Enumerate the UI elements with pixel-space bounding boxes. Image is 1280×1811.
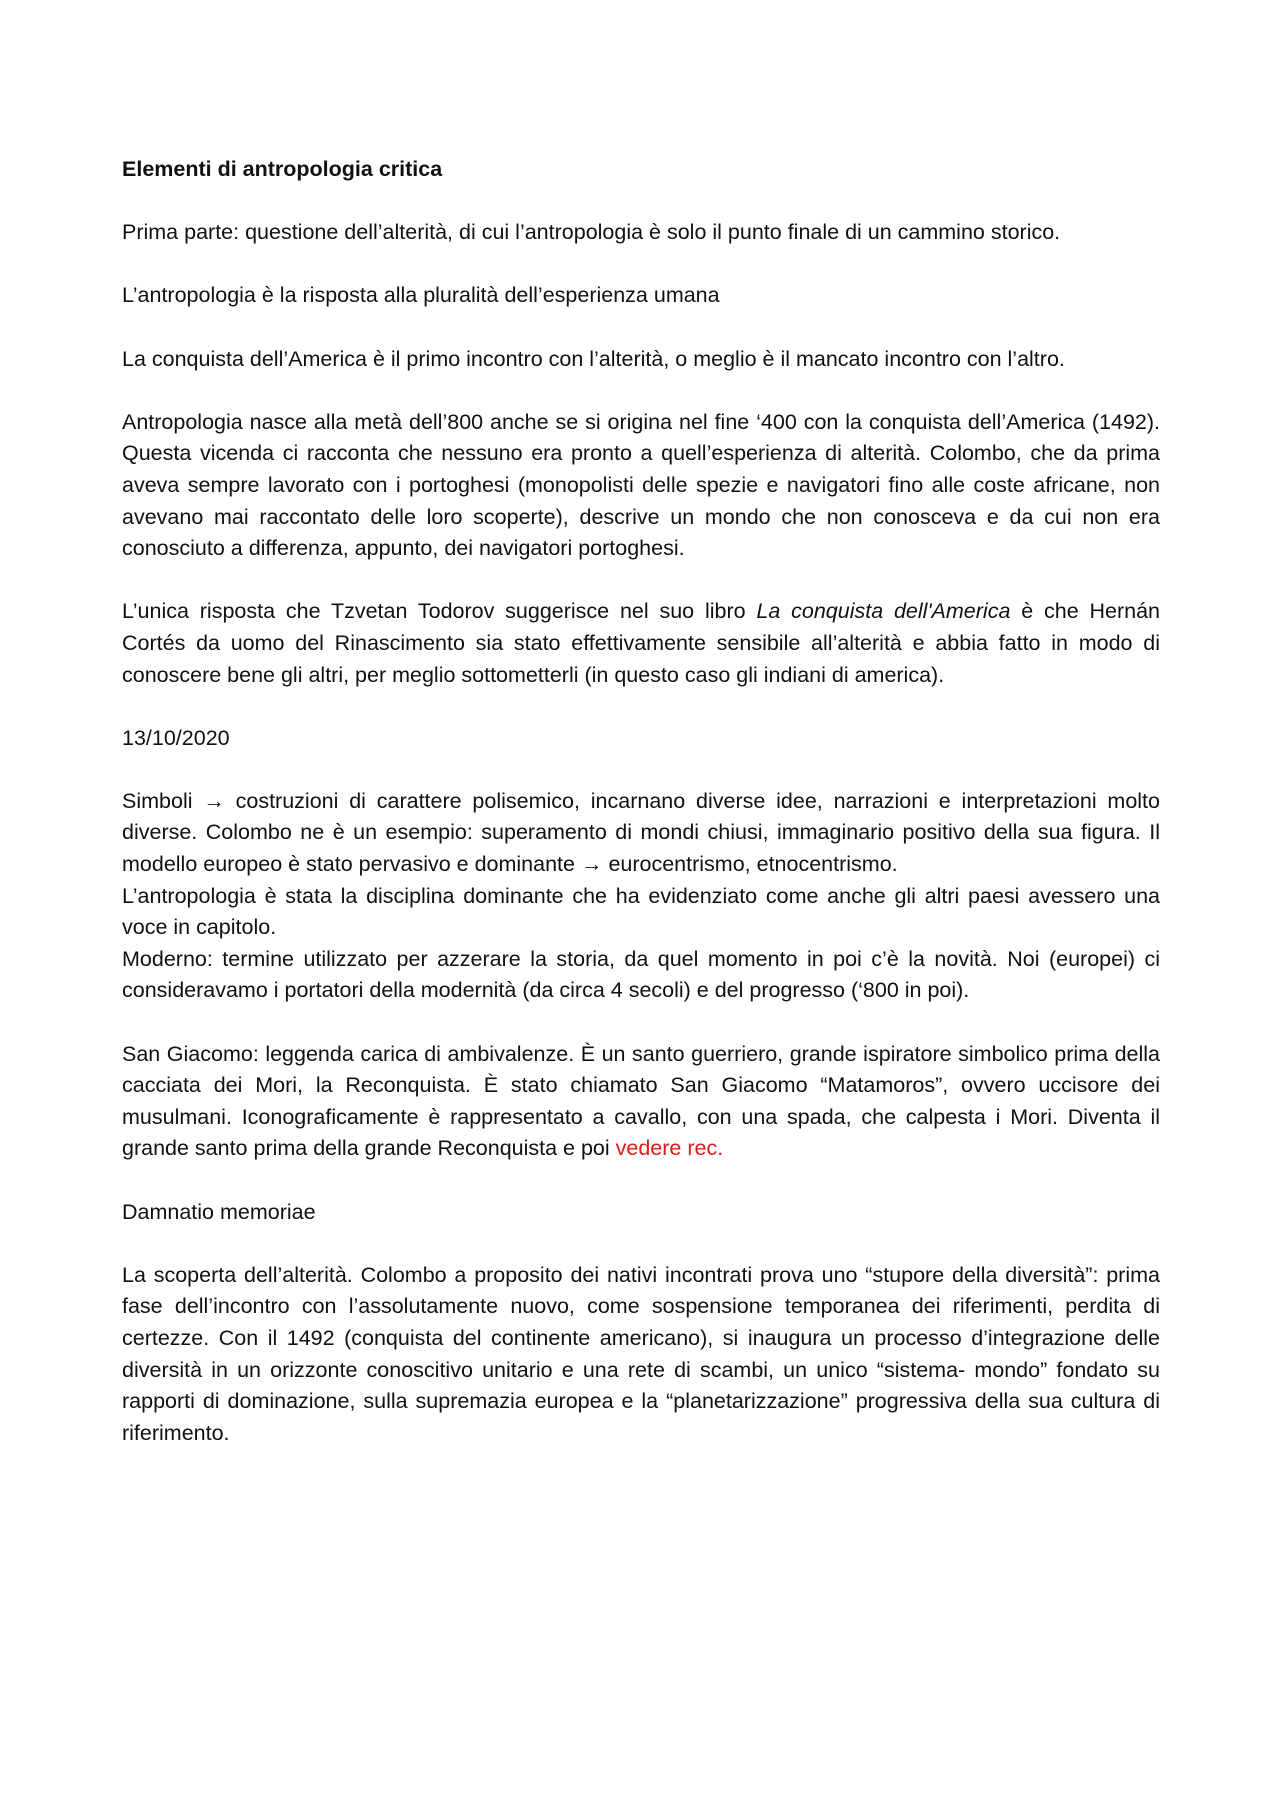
red-note: vedere rec. [615, 1136, 724, 1161]
todorov-text-after: è che Hernán Cortés da uomo del Rinascimento sia stato effettivamente sensibile all’alterità e abbia fatto in modo di conoscere bene gli altri, per meglio sottometterli (in questo caso gli indiani di america). [122, 599, 1160, 687]
paragraph-dominant-discipline: L’antropologia è stata la disciplina dominante che ha evidenziato come anche gli altri paesi avessero una voce in capitolo. [122, 883, 1160, 940]
paragraph-damnatio: Damnatio memoriae [122, 1199, 316, 1224]
paragraph-modern: Moderno: termine utilizzato per azzerare la storia, da quel momento in poi c’è la novità. Noi (europei) ci consideravamo i portatori della modernità (da circa 4 secoli) e del progresso (‘800 in poi). [122, 946, 1160, 1003]
paragraph-san-giacomo [122, 1039, 1160, 1165]
paragraph-anthropology-definition: L’antropologia è la risposta alla pluralità dell’esperienza umana [122, 283, 720, 308]
symbols-text-a: Simboli [122, 788, 204, 813]
arrow-right-icon: → [203, 788, 225, 813]
paragraph-anthropology-origins: Antropologia nasce alla metà dell’800 anche se si origina nel fine ‘400 con la conquista dell’America (1492). Questa vicenda ci racconta che nessuno era pronto a quell’esperienza di alterità. Colombo, che da prima aveva sempre lavorato con i portoghesi (monopolisti delle spezie e navigatori fino alle coste africane, non avevano mai raccontato delle loro scoperte), descrive un mondo che non conosceva e da cui non era conosciuto a differenza, appunto, dei navigatori portoghesi. [122, 409, 1160, 561]
paragraph-todorov [122, 596, 1160, 691]
paragraph-discovery-alterity: La scoperta dell’alterità. Colombo a proposito dei nativi incontrati prova uno “stupore della diversità”: prima fase dell’incontro con l’assolutamente nuovo, come sospensione temporanea dei riferimenti, perdita di certezze. Con il 1492 (conquista del continente americano), si inaugura un processo d’integrazione delle diversità in un orizzonte conoscitivo unitario e una rete di scambi, un unico “sistema- mondo” fondato su rapporti di dominazione, sulla supremazia europea e la “planetarizzazione” progressiva della sua cultura di riferimento. [122, 1262, 1160, 1445]
lecture-date: 13/10/2020 [122, 725, 230, 750]
symbols-text-b: costruzioni di carattere polisemico, incarnano diverse idee, narrazioni e interpretazioni molto diverse. Colombo ne è un esempio: superamento di mondi chiusi, immaginario positivo della sua figura. Il modello europeo è stato pervasivo e dominante [122, 788, 1160, 877]
book-title: La conquista dell'America [756, 599, 1011, 624]
paragraph-intro: Prima parte: questione dell’alterità, di cui l’antropologia è solo il punto finale di un cammino storico. [122, 220, 1061, 245]
symbols-text-c: eurocentrismo, etnocentrismo. [602, 852, 898, 877]
paragraph-symbols [122, 786, 1160, 881]
document-title: Elementi di antropologia critica [122, 157, 443, 181]
arrow-right-icon: → [580, 852, 603, 877]
san-giacomo-text: San Giacomo: leggenda carica di ambivalenze. È un santo guerriero, grande ispiratore simbolico prima della cacciata dei Mori, la Reconquista. È stato chiamato San Giacomo “Matamoros”, ovvero uccisore dei musulmani. Iconograficamente è rappresentato a cavallo, con una spada, che calpesta i Mori. Diventa il grande santo prima della grande Reconquista e poi [122, 1041, 1160, 1161]
paragraph-conquest-america: La conquista dell’America è il primo incontro con l’alterità, o meglio è il mancato incontro con l’altro. [122, 346, 1065, 371]
document-body [122, 154, 1160, 1481]
todorov-text-before: L’unica risposta che Tzvetan Todorov suggerisce nel suo libro [122, 599, 757, 624]
